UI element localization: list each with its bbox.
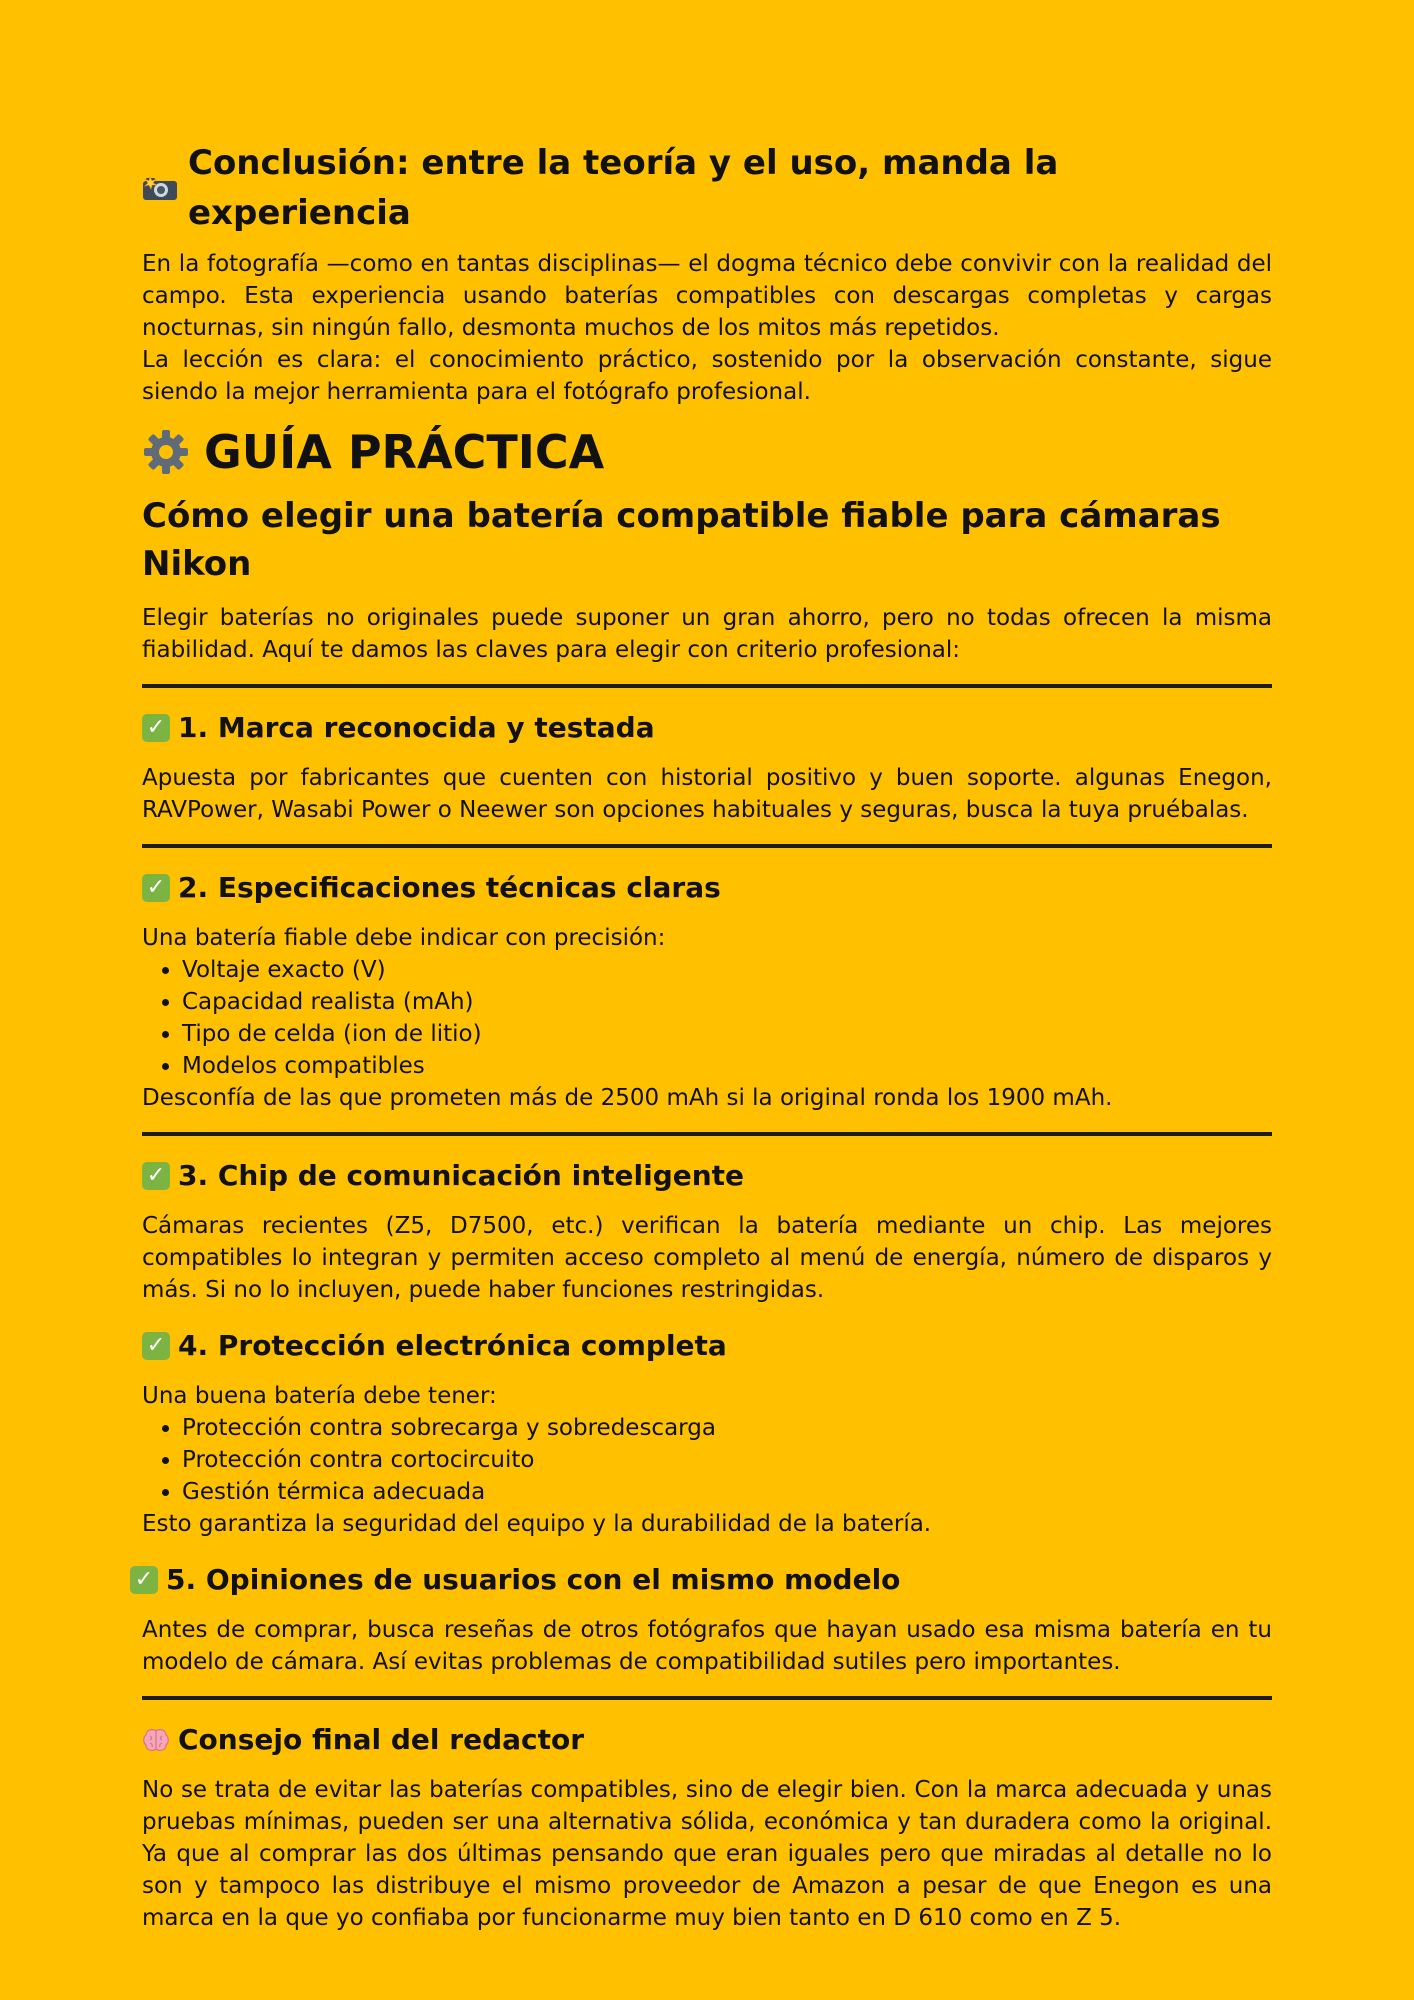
divider bbox=[142, 1696, 1272, 1700]
conclusion-paragraph-1: En la fotografía —como en tantas disciplinas— el dogma técnico debe convivir con la realidad del campo. Esta experiencia usando baterías compatibles con descargas completas y cargas nocturnas, sin ningún fallo, desmonta muchos de los mitos más repetidos. bbox=[142, 251, 1272, 341]
final-tip-title: Consejo final del redactor bbox=[178, 1723, 585, 1756]
guide-intro: Elegir baterías no originales puede suponer un gran ahorro, pero no todas ofrecen la misma fiabilidad. Aquí te damos las claves para elegir con criterio profesional: bbox=[142, 605, 1272, 663]
check-mark-icon: ✓ bbox=[142, 714, 170, 742]
section-lead: Una batería fiable debe indicar con precisión: bbox=[142, 925, 666, 951]
conclusion-paragraph-2: La lección es clara: el conocimiento práctico, sostenido por la observación constante, sigue siendo la mejor herramienta para el fotógrafo profesional. bbox=[142, 347, 1272, 405]
section-heading bbox=[142, 708, 1272, 748]
check-mark-icon: ✓ bbox=[142, 874, 170, 902]
section-heading bbox=[142, 868, 1272, 908]
list-item: • Protección contra cortocircuito bbox=[182, 1444, 1272, 1476]
spec-list bbox=[142, 954, 1272, 1082]
check-mark-icon: ✓ bbox=[142, 1162, 170, 1190]
camera-flash-icon bbox=[142, 175, 178, 201]
section-heading bbox=[142, 1156, 1272, 1196]
final-tip-heading bbox=[142, 1720, 1272, 1760]
divider bbox=[142, 684, 1272, 688]
list-item: • Modelos compatibles bbox=[182, 1050, 1272, 1082]
conclusion-heading bbox=[142, 138, 1272, 238]
article bbox=[134, 138, 1272, 1934]
check-mark-icon: ✓ bbox=[130, 1566, 158, 1594]
section-title: 5. Opiniones de usuarios con el mismo modelo bbox=[166, 1563, 901, 1596]
section-heading bbox=[130, 1560, 1272, 1600]
section-text: Cámaras recientes (Z5, D7500, etc.) verifican la batería mediante un chip. Las mejores compatibles lo integran y permiten acceso completo al menú de energía, número de disparos y más. Si no lo incluyen, puede haber funciones restringidas. bbox=[142, 1213, 1272, 1303]
protection-list bbox=[142, 1412, 1272, 1508]
section-title: 1. Marca reconocida y testada bbox=[178, 711, 655, 744]
list-item: • Voltaje exacto (V) bbox=[182, 954, 1272, 986]
section-title: 2. Especificaciones técnicas claras bbox=[178, 871, 721, 904]
gear-icon bbox=[142, 428, 190, 476]
conclusion-title: Conclusión: entre la teoría y el uso, manda la experiencia bbox=[188, 143, 1059, 233]
divider bbox=[142, 1132, 1272, 1136]
section-text: Antes de comprar, busca reseñas de otros fotógrafos que hayan usado esa misma batería en tu modelo de cámara. Así evitas problemas de compatibilidad sutiles pero importantes. bbox=[142, 1617, 1272, 1675]
section-trail: Desconfía de las que prometen más de 2500 mAh si la original ronda los 1900 mAh. bbox=[142, 1085, 1113, 1111]
guide-title: GUÍA PRÁCTICA bbox=[204, 425, 605, 479]
section-text: Apuesta por fabricantes que cuenten con historial positivo y buen soporte. algunas Enegon, RAVPower, Wasabi Power o Neewer son opciones habituales y seguras, busca la tuya pruébalas. bbox=[142, 765, 1272, 823]
list-item: • Tipo de celda (ion de litio) bbox=[182, 1018, 1272, 1050]
divider bbox=[142, 844, 1272, 848]
guide-heading bbox=[142, 422, 1272, 482]
list-item: • Gestión térmica adecuada bbox=[182, 1476, 1272, 1508]
list-item: • Capacidad realista (mAh) bbox=[182, 986, 1272, 1018]
section-lead: Una buena batería debe tener: bbox=[142, 1383, 497, 1409]
section-title: 4. Protección electrónica completa bbox=[178, 1329, 727, 1362]
guide-subtitle: Cómo elegir una batería compatible fiable para cámaras Nikon bbox=[142, 496, 1221, 584]
brain-icon bbox=[142, 1726, 170, 1754]
final-tip-text: No se trata de evitar las baterías compatibles, sino de elegir bien. Con la marca adecuada y unas pruebas mínimas, pueden ser una alternativa sólida, económica y tan duradera como la original. Ya que al comprar las dos últimas pensando que eran iguales pero que miradas al detalle no lo son y tampoco las distribuye el mismo proveedor de Amazon a pesar de que Enegon es una marca en la que yo confiaba por funcionarme muy bien tanto en D 610 como en Z 5. bbox=[142, 1777, 1272, 1931]
section-title: 3. Chip de comunicación inteligente bbox=[178, 1159, 745, 1192]
check-mark-icon: ✓ bbox=[142, 1332, 170, 1360]
list-item: • Protección contra sobrecarga y sobredescarga bbox=[182, 1412, 1272, 1444]
section-heading bbox=[142, 1326, 1272, 1366]
section-trail: Esto garantiza la seguridad del equipo y la durabilidad de la batería. bbox=[142, 1511, 932, 1537]
